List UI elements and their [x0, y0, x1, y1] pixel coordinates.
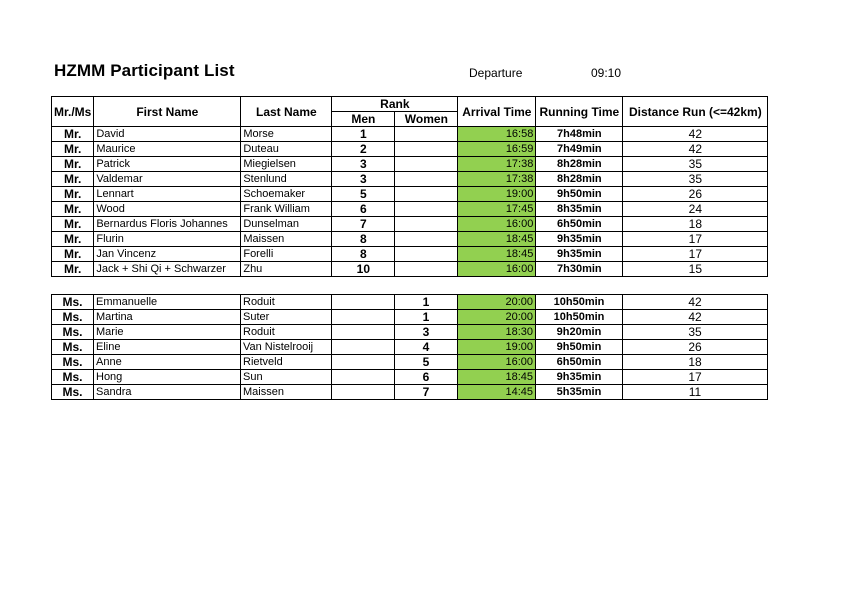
salutation-cell: Mr.: [52, 127, 94, 142]
men-table: [51, 96, 768, 277]
rank-men-cell: [332, 370, 395, 385]
salutation-cell: Mr.: [52, 232, 94, 247]
first-name-cell: David: [94, 127, 241, 142]
departure-label: Departure: [469, 66, 523, 80]
table-row: [52, 172, 768, 187]
arrival-time-cell: 16:58: [458, 127, 536, 142]
salutation-cell: Ms.: [52, 385, 94, 400]
men-rows: [52, 127, 768, 277]
distance-cell: 11: [623, 385, 768, 400]
distance-cell: 24: [623, 202, 768, 217]
distance-cell: 18: [623, 217, 768, 232]
last-name-cell: Stenlund: [241, 172, 332, 187]
distance-cell: 15: [623, 262, 768, 277]
distance-cell: 42: [623, 142, 768, 157]
salutation-cell: Ms.: [52, 295, 94, 310]
running-time-cell: 10h50min: [536, 310, 623, 325]
last-name-cell: Miegielsen: [241, 157, 332, 172]
rank-men-cell: 2: [332, 142, 395, 157]
rank-men-cell: [332, 325, 395, 340]
first-name-cell: Wood: [94, 202, 241, 217]
running-time-cell: 8h28min: [536, 172, 623, 187]
rank-men-cell: 3: [332, 172, 395, 187]
salutation-cell: Mr.: [52, 187, 94, 202]
distance-cell: 26: [623, 187, 768, 202]
rank-men-cell: 7: [332, 217, 395, 232]
rank-women-cell: [395, 232, 458, 247]
rank-women-cell: [395, 247, 458, 262]
arrival-time-cell: 16:00: [458, 217, 536, 232]
rank-men-cell: 1: [332, 127, 395, 142]
last-name-cell: Suter: [241, 310, 332, 325]
rank-women-cell: [395, 262, 458, 277]
running-time-cell: 9h35min: [536, 247, 623, 262]
arrival-time-cell: 17:38: [458, 157, 536, 172]
last-name-cell: Maissen: [241, 232, 332, 247]
table-row: [52, 202, 768, 217]
table-row: [52, 127, 768, 142]
rank-men-cell: [332, 310, 395, 325]
first-name-cell: Marie: [94, 325, 241, 340]
salutation-cell: Ms.: [52, 310, 94, 325]
rank-men-cell: 8: [332, 247, 395, 262]
last-name-cell: Rietveld: [241, 355, 332, 370]
rank-men-cell: 10: [332, 262, 395, 277]
last-name-cell: Morse: [241, 127, 332, 142]
table-row: [52, 157, 768, 172]
rank-women-cell: 7: [395, 385, 458, 400]
table-row: [52, 310, 768, 325]
rank-men-cell: [332, 355, 395, 370]
rank-women-cell: [395, 172, 458, 187]
table-row: [52, 295, 768, 310]
header-first-name: First Name: [94, 97, 241, 127]
first-name-cell: Hong: [94, 370, 241, 385]
running-time-cell: 7h30min: [536, 262, 623, 277]
running-time-cell: 6h50min: [536, 217, 623, 232]
header-arrival-time: Arrival Time: [458, 97, 536, 127]
distance-cell: 17: [623, 370, 768, 385]
rank-women-cell: [395, 127, 458, 142]
table-row: [52, 247, 768, 262]
header-salutation: Mr./Ms: [52, 97, 94, 127]
table-row: [52, 385, 768, 400]
distance-cell: 18: [623, 355, 768, 370]
header-rank: Rank: [332, 97, 458, 112]
rank-women-cell: [395, 157, 458, 172]
first-name-cell: Martina: [94, 310, 241, 325]
rank-men-cell: [332, 340, 395, 355]
arrival-time-cell: 16:00: [458, 355, 536, 370]
last-name-cell: Duteau: [241, 142, 332, 157]
salutation-cell: Mr.: [52, 157, 94, 172]
rank-men-cell: 3: [332, 157, 395, 172]
first-name-cell: Emmanuelle: [94, 295, 241, 310]
table-row: [52, 262, 768, 277]
running-time-cell: 8h28min: [536, 157, 623, 172]
arrival-time-cell: 20:00: [458, 310, 536, 325]
last-name-cell: Maissen: [241, 385, 332, 400]
page-title: HZMM Participant List: [54, 61, 235, 80]
running-time-cell: 6h50min: [536, 355, 623, 370]
salutation-cell: Ms.: [52, 370, 94, 385]
header-rank-men: Men: [332, 112, 395, 127]
first-name-cell: Flurin: [94, 232, 241, 247]
distance-cell: 17: [623, 247, 768, 262]
rank-men-cell: 5: [332, 187, 395, 202]
arrival-time-cell: 17:45: [458, 202, 536, 217]
salutation-cell: Ms.: [52, 340, 94, 355]
header-rank-women: Women: [395, 112, 458, 127]
last-name-cell: Frank William: [241, 202, 332, 217]
arrival-time-cell: 14:45: [458, 385, 536, 400]
salutation-cell: Mr.: [52, 202, 94, 217]
first-name-cell: Sandra: [94, 385, 241, 400]
rank-women-cell: 5: [395, 355, 458, 370]
salutation-cell: Mr.: [52, 247, 94, 262]
rank-women-cell: [395, 187, 458, 202]
first-name-cell: Lennart: [94, 187, 241, 202]
rank-men-cell: [332, 385, 395, 400]
arrival-time-cell: 17:38: [458, 172, 536, 187]
arrival-time-cell: 16:59: [458, 142, 536, 157]
arrival-time-cell: 16:00: [458, 262, 536, 277]
distance-cell: 35: [623, 325, 768, 340]
distance-cell: 26: [623, 340, 768, 355]
table-row: [52, 355, 768, 370]
first-name-cell: Patrick: [94, 157, 241, 172]
rank-women-cell: [395, 202, 458, 217]
running-time-cell: 10h50min: [536, 295, 623, 310]
arrival-time-cell: 20:00: [458, 295, 536, 310]
running-time-cell: 7h49min: [536, 142, 623, 157]
rank-men-cell: 8: [332, 232, 395, 247]
table-row: [52, 340, 768, 355]
distance-cell: 42: [623, 310, 768, 325]
last-name-cell: Zhu: [241, 262, 332, 277]
running-time-cell: 9h35min: [536, 370, 623, 385]
first-name-cell: Jan Vincenz: [94, 247, 241, 262]
first-name-cell: Anne: [94, 355, 241, 370]
last-name-cell: Van Nistelrooij: [241, 340, 332, 355]
salutation-cell: Mr.: [52, 172, 94, 187]
rank-women-cell: [395, 142, 458, 157]
last-name-cell: Schoemaker: [241, 187, 332, 202]
running-time-cell: 8h35min: [536, 202, 623, 217]
distance-cell: 42: [623, 295, 768, 310]
first-name-cell: Eline: [94, 340, 241, 355]
table-row: [52, 142, 768, 157]
salutation-cell: Ms.: [52, 325, 94, 340]
running-time-cell: 9h50min: [536, 340, 623, 355]
last-name-cell: Sun: [241, 370, 332, 385]
rank-men-cell: 6: [332, 202, 395, 217]
table-row: [52, 325, 768, 340]
women-rows: [52, 295, 768, 400]
running-time-cell: 5h35min: [536, 385, 623, 400]
arrival-time-cell: 18:45: [458, 370, 536, 385]
rank-men-cell: [332, 295, 395, 310]
distance-cell: 17: [623, 232, 768, 247]
salutation-cell: Mr.: [52, 142, 94, 157]
last-name-cell: Roduit: [241, 295, 332, 310]
rank-women-cell: 1: [395, 295, 458, 310]
last-name-cell: Dunselman: [241, 217, 332, 232]
header-running-time: Running Time: [536, 97, 623, 127]
rank-women-cell: 1: [395, 310, 458, 325]
first-name-cell: Valdemar: [94, 172, 241, 187]
arrival-time-cell: 18:45: [458, 232, 536, 247]
departure-time: 09:10: [591, 66, 622, 80]
table-row: [52, 232, 768, 247]
rank-women-cell: 6: [395, 370, 458, 385]
header-distance-run: Distance Run (<=42km): [623, 97, 768, 127]
arrival-time-cell: 18:45: [458, 247, 536, 262]
salutation-cell: Mr.: [52, 217, 94, 232]
first-name-cell: Jack + Shi Qi + Schwarzer: [94, 262, 241, 277]
running-time-cell: 9h35min: [536, 232, 623, 247]
table-row: [52, 370, 768, 385]
table-row: [52, 217, 768, 232]
distance-cell: 35: [623, 157, 768, 172]
running-time-cell: 9h20min: [536, 325, 623, 340]
arrival-time-cell: 19:00: [458, 340, 536, 355]
salutation-cell: Ms.: [52, 355, 94, 370]
arrival-time-cell: 19:00: [458, 187, 536, 202]
rank-women-cell: [395, 217, 458, 232]
header-last-name: Last Name: [241, 97, 332, 127]
first-name-cell: Maurice: [94, 142, 241, 157]
rank-women-cell: 3: [395, 325, 458, 340]
women-table: [51, 294, 768, 400]
running-time-cell: 9h50min: [536, 187, 623, 202]
rank-women-cell: 4: [395, 340, 458, 355]
distance-cell: 42: [623, 127, 768, 142]
first-name-cell: Bernardus Floris Johannes: [94, 217, 241, 232]
last-name-cell: Roduit: [241, 325, 332, 340]
salutation-cell: Mr.: [52, 262, 94, 277]
arrival-time-cell: 18:30: [458, 325, 536, 340]
running-time-cell: 7h48min: [536, 127, 623, 142]
table-row: [52, 187, 768, 202]
distance-cell: 35: [623, 172, 768, 187]
last-name-cell: Forelli: [241, 247, 332, 262]
